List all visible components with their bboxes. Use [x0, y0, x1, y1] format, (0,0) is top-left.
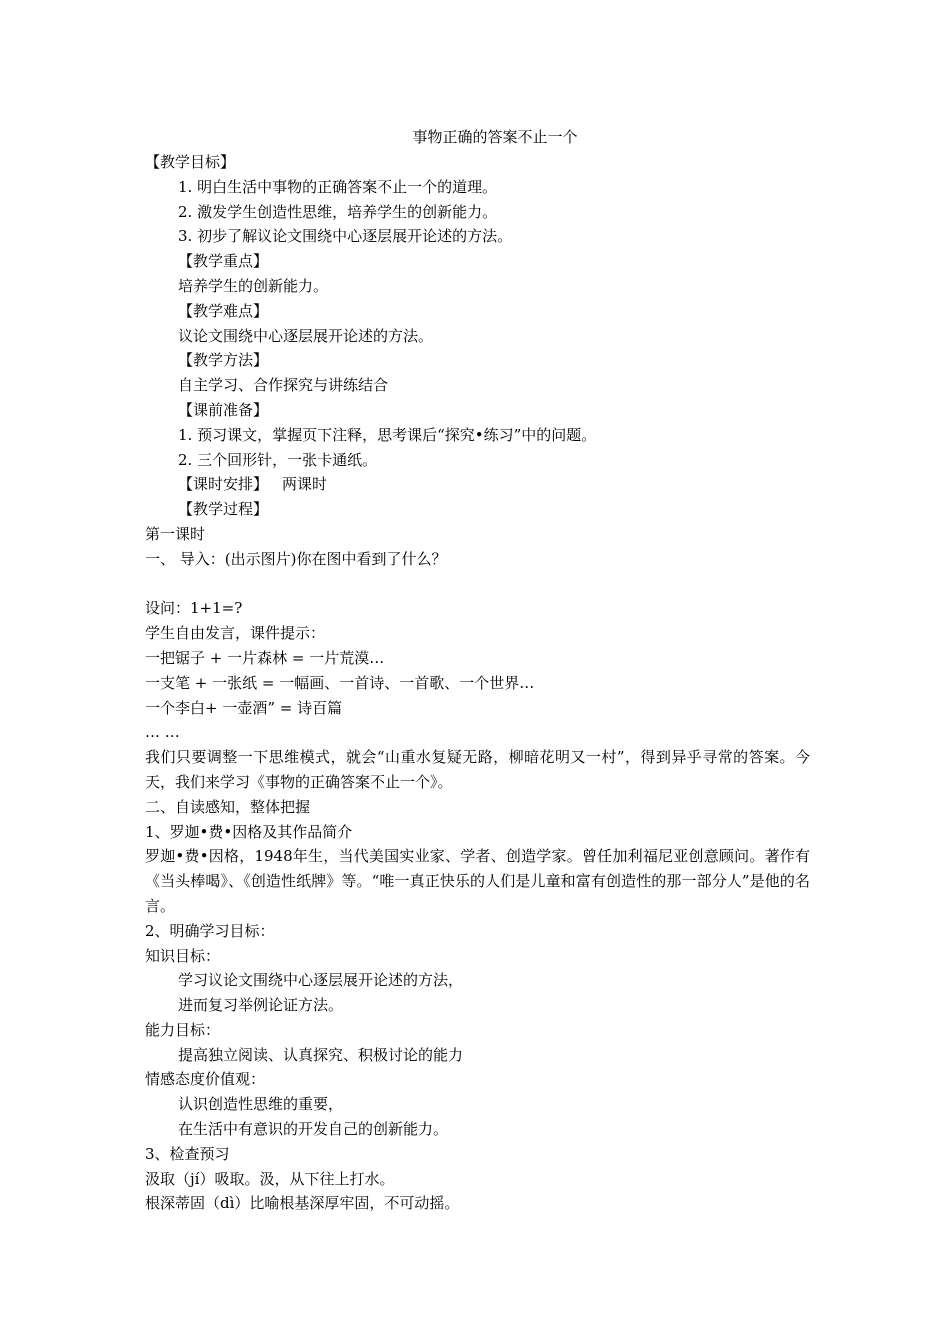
difficulty-heading: 【教学难点】	[178, 301, 269, 320]
knowledge-item: 进而复习举例论证方法。	[178, 996, 344, 1015]
example-line: 一个李白+ 一壶酒” = 诗百篇	[145, 698, 343, 717]
lesson-title: 第一课时	[145, 524, 206, 543]
preparation-item: 1. 预习课文，掌握页下注释，思考课后“探究•练习”中的问题。	[178, 425, 597, 444]
difficulty-text: 议论文围绕中心逐层展开论述的方法。	[178, 326, 434, 345]
process-heading: 【教学过程】	[178, 500, 269, 519]
author-paragraph: 罗迦•费•因格，1948年生，当代美国实业家、学者、创造学家。曾任加利福尼亚创意顾问。著作有《当头棒喝》、《创造性纸牌》等。“唯一真正快乐的人们是儿童和富有创造性的那一部分人”是他的名言。	[145, 847, 810, 915]
objectives-heading: 【教学目标】	[145, 153, 236, 171]
example-line: … …	[145, 723, 180, 742]
blank-line	[145, 572, 810, 597]
knowledge-item: 学习议论文围绕中心逐层展开论述的方法，	[178, 971, 464, 990]
document-body	[145, 150, 810, 1216]
transition-paragraph: 我们只要调整一下思维模式，就会“山重水复疑无路，柳暗花明又一村”，得到异乎寻常的答案。今天，我们来学习《事物的正确答案不止一个》。	[145, 748, 810, 791]
method-heading: 【教学方法】	[178, 351, 269, 370]
schedule-value: 两课时	[282, 475, 328, 494]
example-line: 一把锯子 + 一片森林 = 一片荒漠…	[145, 648, 385, 667]
students-line: 学生自由发言，课件提示：	[145, 624, 326, 643]
ability-item: 提高独立阅读、认真探究、积极讨论的能力	[178, 1045, 464, 1064]
objective-item: 1. 明白生活中事物的正确答案不止一个的道理。	[178, 177, 498, 196]
emotion-item: 在生活中有意识的开发自己的创新能力。	[178, 1120, 449, 1139]
preparation-item: 2. 三个回形针，一张卡通纸。	[178, 450, 378, 469]
vocab-item: 汲取（jí）吸取。汲，从下往上打水。	[145, 1169, 395, 1188]
key-point-heading: 【教学重点】	[178, 252, 269, 271]
question-line: 设问：1+1=?	[145, 599, 243, 618]
knowledge-label: 知识目标：	[145, 946, 221, 965]
emotion-item: 认识创造性思维的重要，	[178, 1095, 344, 1114]
key-point-text: 培养学生的创新能力。	[178, 276, 329, 295]
document-title: 事物正确的答案不止一个	[412, 128, 578, 146]
intro-line: 一、 导入：(出示图片)你在图中看到了什么？	[145, 549, 447, 568]
ability-label: 能力目标：	[145, 1020, 221, 1039]
author-heading: 1、罗迦•费•因格及其作品简介	[145, 822, 353, 841]
method-text: 自主学习、合作探究与讲练结合	[178, 376, 389, 395]
schedule-heading: 【课时安排】	[178, 475, 269, 494]
goals-heading: 2、明确学习目标：	[145, 921, 275, 940]
vocab-item: 根深蒂固（dì）比喻根基深厚牢固，不可动摇。	[145, 1194, 460, 1213]
schedule-line	[145, 472, 810, 497]
example-line: 一支笔 + 一张纸 = 一幅画、一首诗、一首歌、一个世界…	[145, 673, 535, 692]
section-heading: 二、自读感知，整体把握	[145, 797, 311, 816]
preparation-heading: 【课前准备】	[178, 400, 269, 419]
objective-item: 2. 激发学生创造性思维，培养学生的创新能力。	[178, 202, 498, 221]
check-heading: 3、检查预习	[145, 1144, 230, 1163]
emotion-label: 情感态度价值观：	[145, 1070, 266, 1089]
objective-item: 3. 初步了解议论文围绕中心逐层展开论述的方法。	[178, 227, 513, 246]
